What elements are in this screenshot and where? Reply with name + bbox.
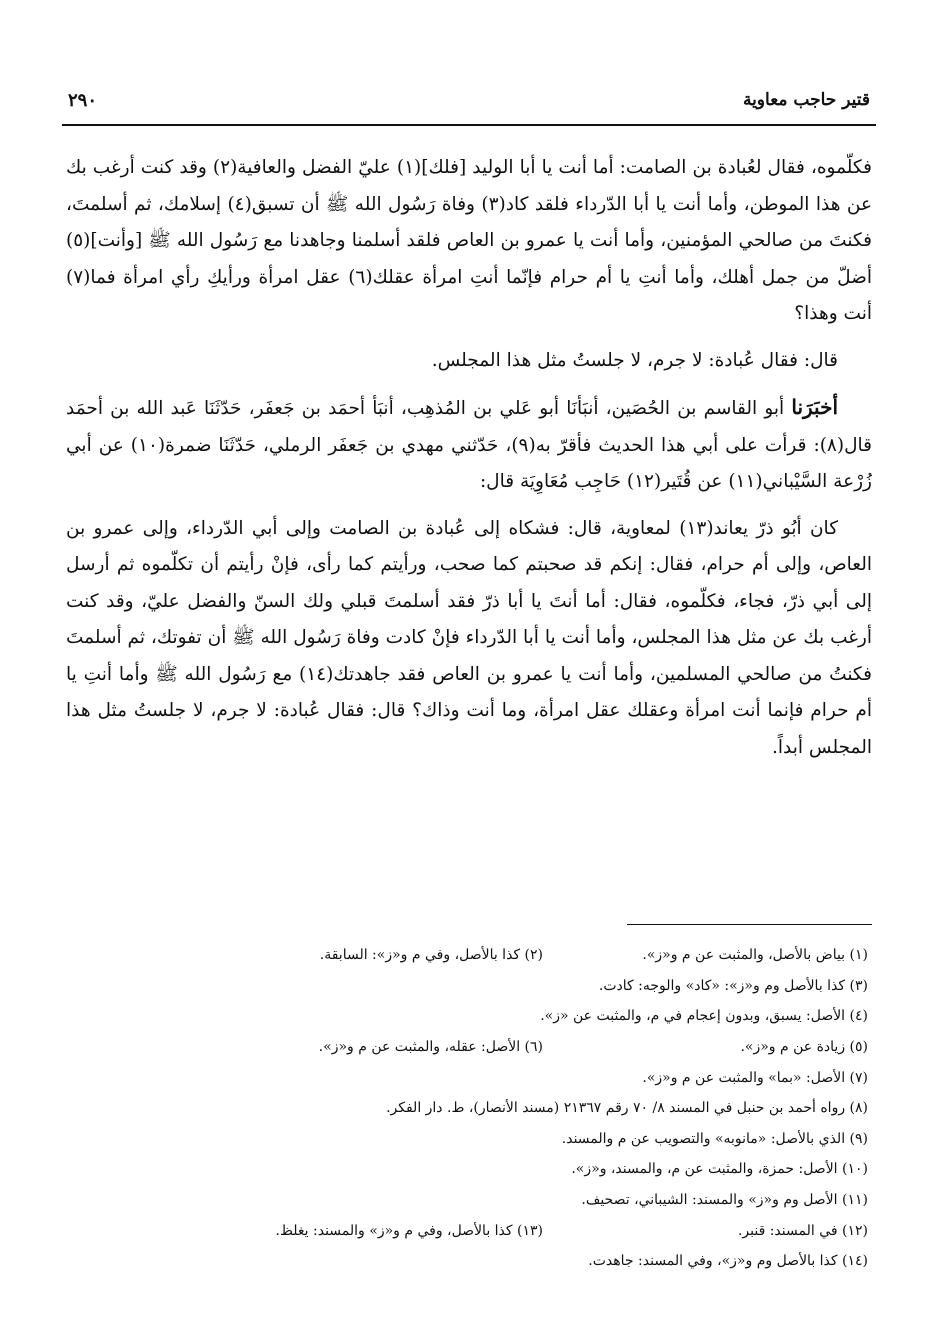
footnote-line: [70, 1124, 868, 1155]
footnote: (٢) كذا بالأصل، وفي م و«ز»: السابقة.: [319, 947, 543, 964]
paragraph-1: فكلّموه، فقال لعُبادة بن الصامت: أما أنت يا أبا الوليد [فلك](١) عليّ الفضل والعافية(٢) وقد كنت أرغب بك عن هذا الموطن، وأما أنت يا أبا الدّرداء فلقد كاد(٣) وفاة رَسُول الله ﷺ أن تسبق(٤) إسلامك، ثم أسلمتَ، فكنتَ من صالحي المؤمنين، وأما أنت يا عمرو بن العاص فلقد أسلمنا وجاهدنا مع رَسُول الله ﷺ [وأنت](٥) أضلّ من جمل أهلك، وأما أنتِ يا أم حرام فإنّما أنتِ امرأة عقلك(٦) عقل امرأة ورأيكِ رأي امرأة فما(٧) أنت وهذا؟: [66, 157, 872, 324]
footnote-line: [70, 1246, 868, 1277]
isnad-text: أبو القاسم بن الحُصَين، أنبَأنَا أبو عَلي بن المُذهِب، أنبَأ أحمَد بن جَعفَر، حَدّثَنَا عَبد الله بن أحمَد قال(٨): قرأت على أبي هذا الحديث فأقرّ به(٩)، حَدّثني مهدي بن جَعفَر الرملي، حَدّثَنَا ضمرة(١٠) عن أبي زُرْعة السَّيْباني(١١) عن قُتَير(١٢) حَاجِب مُعَاوِيَة قال:: [66, 398, 872, 492]
footnote-line: [70, 940, 868, 971]
footnote-line: [70, 1062, 868, 1093]
footnotes: [70, 940, 868, 1277]
footnote-rule: [627, 924, 872, 925]
running-title: قتير حاجب معاوية: [742, 90, 870, 110]
lead-word: أخبَرَنا: [791, 395, 838, 419]
footnote-line: [70, 1185, 868, 1216]
footnote-line: [70, 971, 868, 1002]
footnote: (١٤) كذا بالأصل وم و«ز»، وفي المسند: جاهدت.: [588, 1253, 868, 1270]
header-rule: [62, 124, 876, 126]
footnote: (٩) الذي بالأصل: «مانوبه» والتصويب عن م والمسند.: [561, 1130, 868, 1147]
footnote: (٥) زيادة عن م و«ز».: [740, 1039, 868, 1056]
paragraph-2: قال: فقال عُبادة: لا جرم، لا جلستُ مثل هذا المجلس.: [431, 349, 838, 371]
paragraph-3: [66, 389, 872, 501]
footnote-line: [70, 1001, 868, 1032]
footnote-line: [70, 1215, 868, 1246]
footnote: (٨) رواه أحمد بن حنبل في المسند ٨/ ٧٠ رقم ٢١٣٦٧ (مسند الأنصار)، ط. دار الفكر.: [386, 1100, 868, 1117]
footnote: (١٢) في المسند: قنبر.: [737, 1222, 868, 1239]
footnote: (١) بياض بالأصل، والمثبت عن م و«ز».: [642, 947, 868, 964]
footnote-line: [70, 1032, 868, 1063]
page-number: ٢٩٠: [68, 90, 98, 111]
footnote-line: [70, 1154, 868, 1185]
paragraph-4: كان أبُو ذرّ يعاند(١٣) لمعاوية، قال: فشكاه إلى عُبادة بن الصامت وإلى أبي الدّرداء، وإلى عمرو بن العاص، وإلى أم حرام، فقال: إنكم قد صحبتم كما صحب، ورأيتم كما رأى، فإنْ رأيتم أن تكلّموه ثم أرسل إلى أبي ذرّ، فجاء، فكلّموه، فقال: أما أنتَ يا أبا ذرّ فقد أسلمتَ قبلي ولك السنّ والفضل عليّ، وقد كنت أرغب بك عن مثل هذا المجلس، وأما أنت يا أبا الدّرداء فإنْ كادت وفاة رَسُول الله ﷺ أن تفوتك، ثم أسلمتَ فكنتُ من صالحي المسلمين، وأما أنت يا عمرو بن العاص فقد جاهدتك(١٤) مع رَسُول الله ﷺ وأما أنتِ يا أم حرام فإنما أنت امرأة وعقلك عقل امرأة، وما أنت وذاك؟ قال: فقال عُبادة: لا جرم، لا جلستُ مثل هذا المجلس أبداً.: [66, 517, 872, 758]
footnote-line: [70, 1093, 868, 1124]
footnote: (١٠) الأصل: حمزة، والمثبت عن م، والمسند، و«ز».: [571, 1161, 868, 1178]
footnote: (١١) الأصل وم و«ز» والمسند: الشيباني، تصحيف.: [581, 1192, 868, 1209]
footnote: (٣) كذا بالأصل وم و«ز»: «كاد» والوجه: كادت.: [598, 977, 868, 994]
footnote: (٧) الأصل: «بما» والمثبت عن م و«ز».: [642, 1069, 868, 1086]
footnote: (١٣) كذا بالأصل، وفي م و«ز» والمسند: يغلظ.: [275, 1222, 543, 1239]
main-text: [66, 150, 872, 766]
footnote: (٦) الأصل: عقله، والمثبت عن م و«ز».: [318, 1039, 543, 1056]
footnote: (٤) الأصل: يسبق، وبدون إعجام في م، والمثبت عن «ز».: [540, 1008, 868, 1025]
